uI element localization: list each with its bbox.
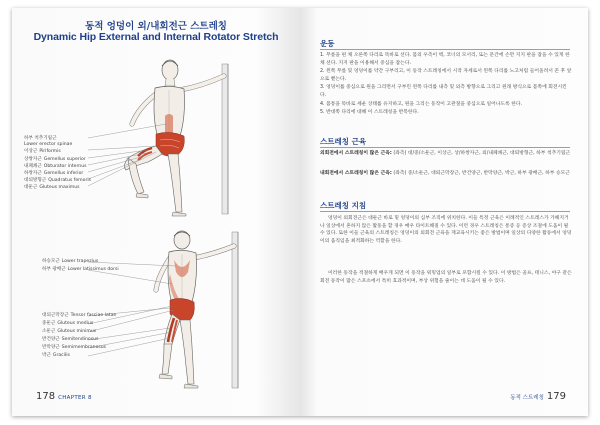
figure-internal-rotator-illustration — [72, 224, 272, 392]
label-lower-trapezius: 하승모근 Lower trapezius — [42, 259, 99, 264]
step-item: 1. 무릎을 편 채 오른쪽 다리로 똑바로 선다. 몸의 우측이 벽, 코너의 모서리, 또는 문간에 손만 지지 판을 잡을 수 있게 한 채 선다. 지지 판을 이용해서 중심을 잡는다. — [320, 53, 570, 66]
step-item: 3. 엉덩이를 중심으로 원을 그리면서 구부린 왼쪽 다리를 내측 및 외측 방향으로 그리고 원래 방식으로 몸쪽에 회전시킨다. — [320, 85, 567, 98]
title-korean: 동적 엉덩이 외/내회전근 스트레칭 — [85, 21, 227, 32]
step-item: 2. 왼쪽 무릎 및 엉덩이를 약간 구부리고, 이 동작 스트레칭에서 시작 자세로서 왼쪽 다리를 노고처럼 들어올려서 꼰 후 앞으로 뻗는다. — [320, 69, 572, 82]
title-english: Dynamic Hip External and Internal Rotator Stretch — [33, 31, 279, 43]
label-gluteus-medius: 중둔근 Gluteus medius — [42, 321, 94, 326]
label-gluteus-maximus: 대둔근 Gluteus maximus — [24, 185, 80, 190]
chapter-label: CHAPTER 8 — [58, 395, 92, 401]
section-title-notes: 스트레칭 지침 — [320, 201, 367, 210]
notes-paragraph-1: 엉덩이 외회전근은 대둔근 바로 밑 엉덩이의 심부 조직에 위치한다. 이들 특정 근육은 이례적인 스트레스가 가해지거나 일상에서 흔하지 않은 활동을 할 경우 매우 타이트해질 수 있다. 이런 경우 스트레칭은 통증 등 증상 조절에 도움이 될 수 있다. 또한 이들 근육의 스트레칭은 엉덩이의 외회전 근육을 재교육시키는 좋은 방법이며 일상의 다양한 활동에서 엉덩이의 움직임을 최적화하는 역할을 한다. — [320, 216, 572, 244]
label-gemellus-inferior: 하쌍자근 Gemellus inferior — [24, 171, 84, 176]
right-page — [300, 8, 588, 416]
label-semimembranosus: 반막양근 Semimembranosus — [42, 345, 107, 350]
secondary-muscles-text: (좌측) 중/소둔근, 대퇴근막장근, 반건양근, 반막양근, 박근, 하부 광배근, 하부 승모근 — [393, 171, 570, 176]
right-page-footer — [510, 391, 566, 402]
step-item: 4. 몸통을 똑바로 세운 상태를 유지하고, 원을 그리는 동작이 고관절을 중심으로 일어나도록 한다. — [320, 101, 523, 107]
section-title-muscles: 스트레칭 근육 — [320, 137, 367, 146]
step-item: 5. 반대쪽 다리에 대해 이 스트레칭을 반복한다. — [320, 110, 419, 116]
label-obturator-internus: 내폐쇄근 Obturator internus — [24, 164, 87, 169]
label-gemellus-superior: 상쌍자근 Gemellus superior — [24, 157, 86, 162]
primary-muscles-label: 외회전에서 스트레칭이 많은 근육: — [320, 151, 392, 156]
label-lower-erector-spinae: 하부 척추기립근 Lower erector spinae — [24, 136, 73, 147]
primary-muscles-text: (좌측) 대/중/소둔근, 이상근, 상/하쌍자근, 외/내폐쇄근, 대퇴방형근, 하부 척추기립근 — [393, 151, 571, 156]
secondary-muscles — [320, 170, 572, 178]
label-tensor-fasciae-latae: 대퇴근막장근 Tensor fasciae latae — [42, 313, 117, 318]
secondary-muscles-label: 내회전에서 스트레칭이 많은 근육: — [320, 171, 392, 176]
label-gluteus-minimus: 소둔근 Gluteus minimus — [42, 329, 97, 334]
book-spread — [12, 8, 588, 416]
label-lower-latissimus-dorsi: 하부 광배근 Lower latissimus dorsi — [42, 267, 119, 272]
notes-paragraph-2: 이러한 동작을 적절하게 배우게 되면 이 동작을 워밍업의 일부로 포함시킬 수 있다. 이 방법은 골프, 테니스, 야구 같은 회전 동작이 많은 스포츠에서 특히 효과적이며, 부상 위험을 줄이는 데 도움이 될 수 있다. — [320, 271, 572, 284]
label-quadratus-femoris: 대퇴방형근 Quadratus femoris — [24, 178, 92, 183]
page-number-right: 179 — [546, 391, 566, 402]
label-gracilis: 박근 Gracilis — [42, 353, 70, 358]
section-divider — [320, 49, 570, 50]
page-number-left: 178 — [36, 391, 56, 402]
section-title-exercise: 운동 — [320, 39, 335, 48]
chapter-label: 동적 스트레칭 — [510, 395, 544, 401]
label-semitendinosus: 반건양근 Semitendinosus — [42, 337, 99, 342]
exercise-steps-list — [320, 52, 572, 118]
left-page — [12, 8, 300, 416]
label-piriformis: 이상근 Piriformis — [24, 149, 61, 154]
primary-muscles — [320, 150, 572, 158]
left-page-footer — [36, 391, 92, 402]
section-divider — [320, 211, 570, 212]
section-divider — [320, 147, 570, 148]
figure-external-rotator-illustration — [52, 46, 272, 221]
